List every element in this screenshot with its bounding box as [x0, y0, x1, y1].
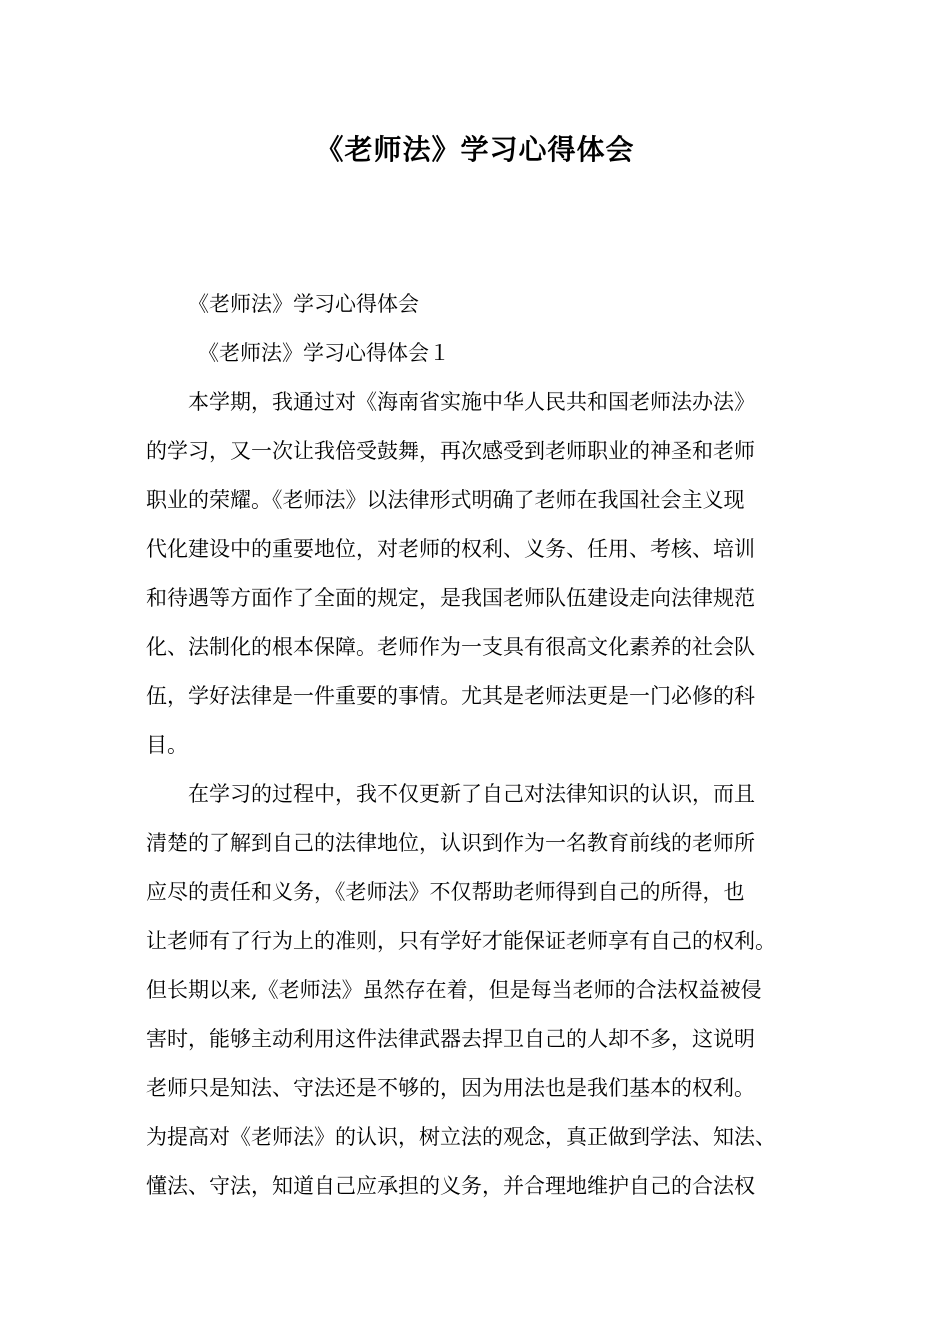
paragraph-line: 代化建设中的重要地位，对老师的权利、义务、任用、考核、培训: [146, 537, 755, 561]
subtitle-line: 《老师法》学习心得体会: [188, 292, 419, 316]
paragraph-line: 目。: [146, 733, 188, 757]
paragraph-line: 害时，能够主动利用这件法律武器去捍卫自己的人却不多，这说明: [146, 1027, 755, 1051]
paragraph-line: 老师只是知法、守法还是不够的，因为用法也是我们基本的权利。: [146, 1076, 755, 1100]
paragraph-line: 和待遇等方面作了全面的规定，是我国老师队伍建设走向法律规范: [146, 586, 755, 610]
paragraph-line: 懂法、守法，知道自己应承担的义务，并合理地维护自己的合法权: [146, 1174, 755, 1198]
paragraph-line: 让老师有了行为上的准则，只有学好才能保证老师享有自己的权利。: [146, 929, 776, 953]
section-heading: 《老师法》学习心得体会１: [198, 341, 450, 365]
document-body: [146, 280, 826, 1211]
paragraph-line: 应尽的责任和义务，《老师法》不仅帮助老师得到自己的所得，也: [146, 880, 745, 904]
paragraph-line: 的学习，又一次让我倍受鼓舞，再次感受到老师职业的神圣和老师: [146, 439, 755, 463]
paragraph-line: 化、法制化的根本保障。老师作为一支具有很高文化素养的社会队: [146, 635, 755, 659]
paragraph-line: 职业的荣耀。《老师法》以法律形式明确了老师在我国社会主义现: [146, 488, 745, 512]
paragraph-line: 清楚的了解到自己的法律地位，认识到作为一名教育前线的老师所: [146, 831, 755, 855]
document-title: 《老师法》学习心得体会: [315, 133, 635, 166]
paragraph-line: 伍，学好法律是一件重要的事情。尤其是老师法更是一门必修的科: [146, 684, 755, 708]
paragraph-line: 但长期以来,《老师法》虽然存在着，但是每当老师的合法权益被侵: [146, 978, 762, 1002]
paragraph-line: 在学习的过程中，我不仅更新了自己对法律知识的认识，而且: [188, 782, 755, 806]
paragraph-line: 本学期，我通过对《海南省实施中华人民共和国老师法办法》: [188, 390, 755, 414]
paragraph-line: 为提高对《老师法》的认识，树立法的观念，真正做到学法、知法、: [146, 1125, 776, 1149]
